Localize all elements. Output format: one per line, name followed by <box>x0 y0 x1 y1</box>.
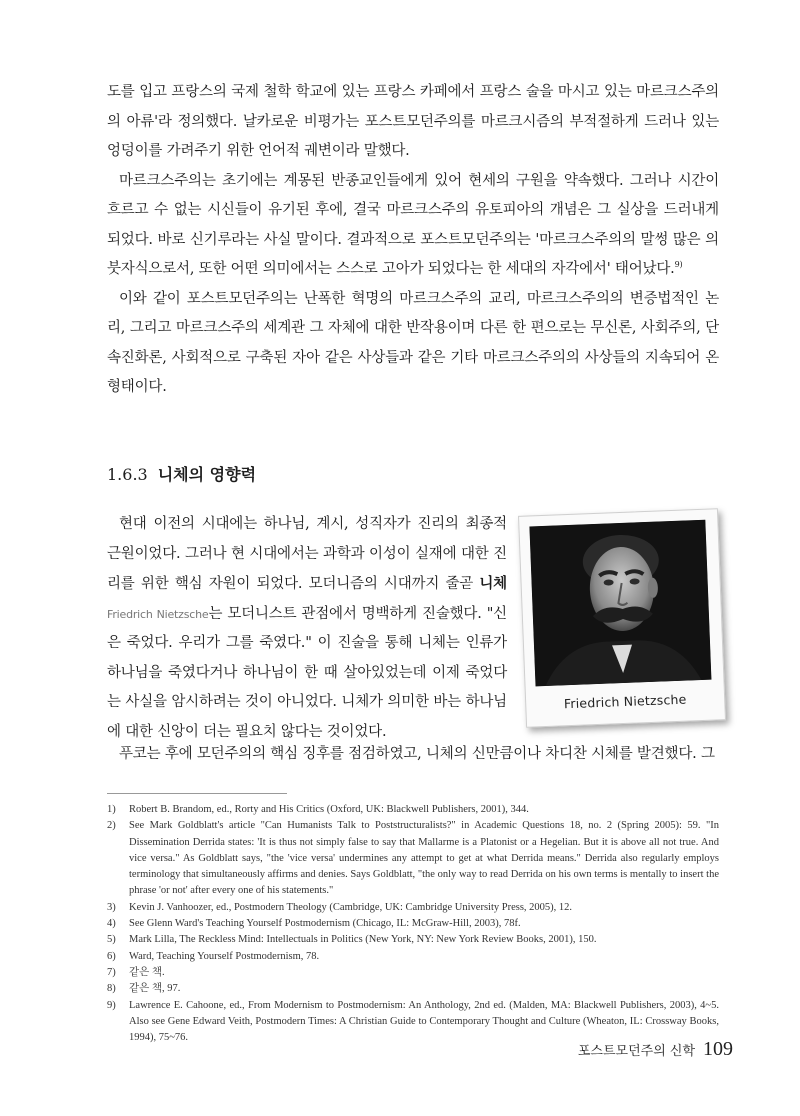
footnote-text: See Mark Goldblatt's article "Can Humanists Talk to Poststructuralists?" in Academic Questions 18, no. 2 (Spring 2005): 59. "In Dissemination Derrida states: 'It is thus not simply false to say that Mallarme is a Platonist or a Hegelian. But it is above all not true. And vice versa." As Goldblatt says, "the 'vice versa' undermines any attempt to get at what Derrida means." Derrida also regularly employs terminology that simultaneously affirms and denies. Says Goldblatt, "the only way to read Derrida on his own terms is mentally to insert the phrase 'or not' after every one of his statements." <box>129 820 719 897</box>
footnote-4 <box>107 916 719 932</box>
footnotes-list <box>107 802 719 1046</box>
footnote-number: 7) <box>107 966 116 978</box>
photo-caption: Friedrich Nietzsche <box>563 691 687 712</box>
nietzsche-name-ko: 니체 <box>479 575 507 592</box>
footnote-5 <box>107 932 719 948</box>
footnote-text: 같은 책, 97. <box>129 983 181 995</box>
nietzsche-paragraph-1-part-a: 현대 이전의 시대에는 하나님, 계시, 성직자가 진리의 최종적 근원이었다. 그러나 현 시대에서는 과학과 이성이 실재에 대한 진리를 위한 핵심 자원이 되었다. 모더니즘의 시대까지 줄곧 <box>107 516 507 592</box>
body-text-continued <box>107 740 719 770</box>
page-number: 109 <box>703 1038 733 1060</box>
footnote-1 <box>107 802 719 818</box>
footnote-text: Robert B. Brandom, ed., Rorty and His Critics (Oxford, UK: Blackwell Publishers, 2001), 344. <box>129 804 529 815</box>
section-number: 1.6.3 <box>107 465 148 484</box>
body-text-top <box>107 78 719 403</box>
footnote-number: 2) <box>107 820 116 832</box>
footnote-text: See Glenn Ward's Teaching Yourself Postmodernism (Chicago, IL: McGraw-Hill, 2003), 78f. <box>129 918 521 930</box>
footnote-text: Lawrence E. Cahoone, ed., From Modernism to Postmodernism: An Anthology, 2nd ed. (Malden, MA: Blackwell Publishers, 2003), 4~5. Also see Gene Edward Veith, Postmodern Times: A Christian Guide to Contemporary Thought and Culture (Wheaton, IL: Crossway Books, 1994), 75~76. <box>129 999 719 1044</box>
footnote-8 <box>107 981 719 997</box>
footnote-number: 6) <box>107 950 116 962</box>
page-footer <box>578 1038 733 1061</box>
paragraph-2-text: 마르크스주의는 초기에는 계몽된 반종교인들에게 있어 현세의 구원을 약속했다. 그러나 시간이 흐르고 수 없는 시신들이 유기된 후에, 결국 마르크스주의 유토피아의 개념은 그 실상을 드러내게 되었다. 바로 신기루라는 사실 말이다. 결과적으로 포스트모던주의는 '마르크스주의의 말썽 많은 의붓자식으로서, 또한 어떤 의미에서는 스스로 고아가 되었다는 한 세대의 자각에서' 태어났다. <box>107 172 719 277</box>
footnote-text: Ward, Teaching Yourself Postmodernism, 78. <box>129 950 320 962</box>
nietzsche-photo-card <box>518 508 726 728</box>
nietzsche-portrait-image <box>529 520 711 687</box>
footnote-number: 1) <box>107 804 116 815</box>
footnote-text: Kevin J. Vanhoozer, ed., Postmodern Theology (Cambridge, UK: Cambridge University Press, 2005), 12. <box>129 901 573 913</box>
nietzsche-text <box>107 510 507 747</box>
section-title: 니체의 영향력 <box>157 465 257 484</box>
paragraph-1: 도를 입고 프랑스의 국제 철학 학교에 있는 프랑스 카페에서 프랑스 술을 마시고 있는 마르크스주의의 아류'라 정의했다. 날카로운 비평가는 포스트모던주의를 마르크시즘의 부적절하게 드러나 있는 엉덩이를 가려주기 위한 언어적 궤변이라 말했다. <box>107 84 719 159</box>
footnote-number: 4) <box>107 918 116 930</box>
footnote-2 <box>107 818 719 899</box>
nietzsche-paragraph-2: 푸코는 후에 모던주의의 핵심 징후를 점검하였고, 니체의 신만큼이나 차디찬 시체를 발견했다. 그 <box>119 746 715 762</box>
portrait-illustration <box>529 520 711 687</box>
paragraph-3: 이와 같이 포스트모던주의는 난폭한 혁명의 마르크스주의 교리, 마르크스주의의 변증법적인 논리, 그리고 마르크스주의 세계관 그 자체에 대한 반작용이며 다른 한 편으로는 무신론, 사회주의, 단속진화론, 사회적으로 구축된 자아 같은 사상들과 같은 기타 마르크스주의의 사상들의 지속되어 온 형태이다. <box>107 290 719 395</box>
section-heading <box>107 462 256 485</box>
nietzsche-paragraph-1 <box>107 510 507 747</box>
footnote-6 <box>107 949 719 965</box>
paragraph-2 <box>107 167 719 285</box>
footnote-number: 9) <box>107 999 116 1011</box>
footnote-text: Mark Lilla, The Reckless Mind: Intellectuals in Politics (New York, NY: New York Review Books, 2001), 150. <box>129 934 597 946</box>
footnote-number: 8) <box>107 983 116 995</box>
footnote-divider <box>107 793 287 794</box>
running-title: 포스트모던주의 신학 <box>577 1044 695 1059</box>
footnote-3 <box>107 900 719 916</box>
footnote-number: 3) <box>107 901 116 913</box>
footnote-7 <box>107 965 719 981</box>
nietzsche-name-en: Friedrich Nietzsche <box>107 607 209 621</box>
footnote-number: 5) <box>107 934 116 946</box>
footnote-text: 같은 책. <box>129 966 165 978</box>
footnote-ref-9: 9) <box>674 260 683 269</box>
nietzsche-paragraph-1-part-b: 는 모더니스트 관점에서 명백하게 진술했다. "신은 죽었다. 우리가 그를 죽였다." 이 진술을 통해 니체는 인류가 하나님을 죽였다거나 하나님이 한 때 살아있었는데 이제 죽었다는 사실을 암시하려는 것이 아니었다. 니체가 의미한 바는 하나님에 대한 신앙이 더는 필요치 않다는 것이었다. <box>107 605 507 740</box>
